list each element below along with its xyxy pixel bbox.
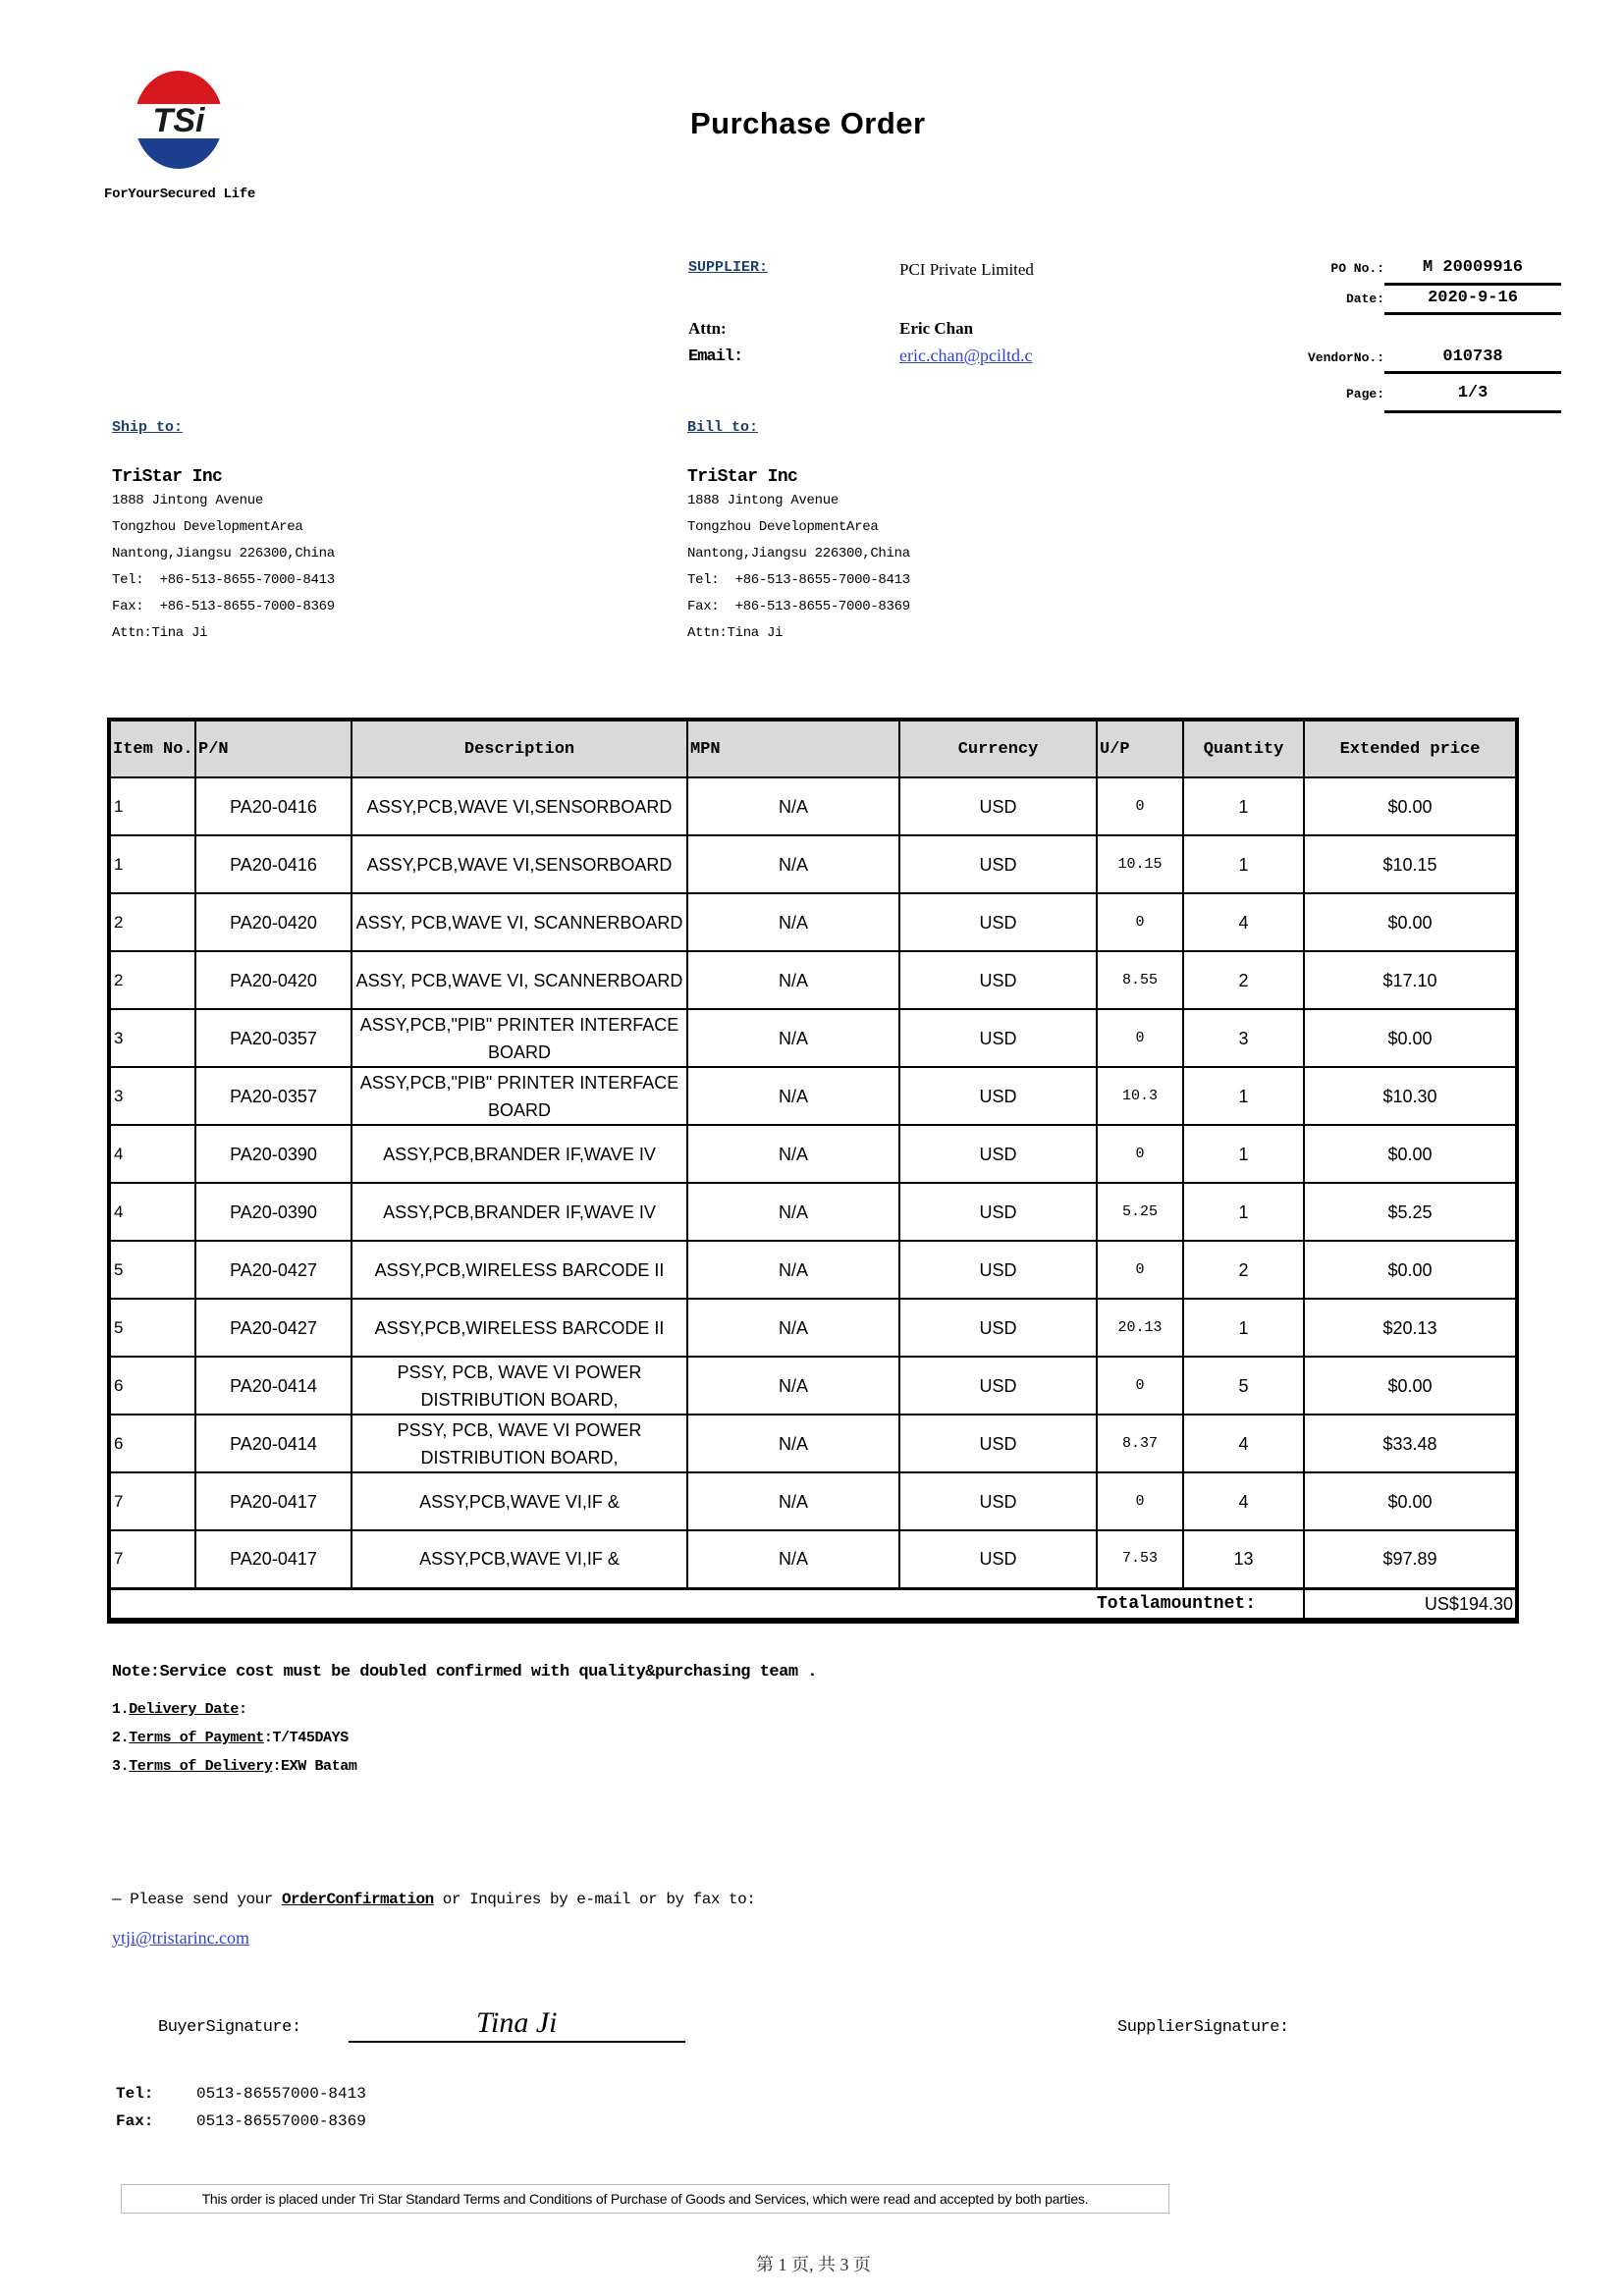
cell-mpn: N/A bbox=[687, 893, 899, 951]
table-row bbox=[111, 1472, 1515, 1530]
cell-unit-price: 20.13 bbox=[1097, 1299, 1183, 1357]
col-header-mpn: MPN bbox=[687, 721, 899, 777]
cell-item-no: 5 bbox=[111, 1299, 195, 1357]
cell-unit-price: 0 bbox=[1097, 1125, 1183, 1183]
fax-label: Fax: bbox=[116, 2112, 154, 2130]
cell-extended-price: $97.89 bbox=[1304, 1530, 1515, 1588]
cell-currency: USD bbox=[899, 1299, 1097, 1357]
cell-currency: USD bbox=[899, 951, 1097, 1009]
cell-extended-price: $0.00 bbox=[1304, 1009, 1515, 1067]
bill-to-line: 1888 Jintong Avenue bbox=[687, 493, 839, 508]
cell-extended-price: $10.30 bbox=[1304, 1067, 1515, 1125]
cell-quantity: 2 bbox=[1183, 1241, 1304, 1299]
cell-item-no: 5 bbox=[111, 1241, 195, 1299]
cell-mpn: N/A bbox=[687, 1183, 899, 1241]
term-separator: : bbox=[272, 1758, 282, 1775]
cell-currency: USD bbox=[899, 1009, 1097, 1067]
cell-mpn: N/A bbox=[687, 1241, 899, 1299]
page-underline bbox=[1384, 410, 1561, 413]
order-confirmation-text: OrderConfirmation bbox=[281, 1891, 434, 1908]
buyer-signature: Tina Ji bbox=[476, 2006, 558, 2039]
cell-unit-price: 7.53 bbox=[1097, 1530, 1183, 1588]
cell-quantity: 3 bbox=[1183, 1009, 1304, 1067]
term-separator: : bbox=[263, 1730, 273, 1746]
cell-currency: USD bbox=[899, 1472, 1097, 1530]
ship-to-attn: Attn:Tina Ji bbox=[112, 625, 208, 641]
cell-unit-price: 0 bbox=[1097, 1357, 1183, 1415]
bill-to-line: Nantong,Jiangsu 226300,China bbox=[687, 546, 910, 561]
cell-extended-price: $0.00 bbox=[1304, 1357, 1515, 1415]
cell-currency: USD bbox=[899, 1125, 1097, 1183]
service-cost-note: Note:Service cost must be doubled confirmed with quality&purchasing team . bbox=[112, 1663, 817, 1682]
cell-unit-price: 0 bbox=[1097, 1009, 1183, 1067]
cell-quantity: 1 bbox=[1183, 1299, 1304, 1357]
cell-mpn: N/A bbox=[687, 1009, 899, 1067]
terms-notice: This order is placed under Tri Star Standard Terms and Conditions of Purchase of Goods and Services, which were read and accepted by both parties. bbox=[121, 2184, 1169, 2214]
ship-to-line: Tongzhou DevelopmentArea bbox=[112, 519, 303, 535]
cell-quantity: 4 bbox=[1183, 1472, 1304, 1530]
cell-description: ASSY,PCB,"PIB" PRINTER INTERFACE BOARD bbox=[352, 1009, 687, 1067]
cell-currency: USD bbox=[899, 1530, 1097, 1588]
cell-unit-price: 8.55 bbox=[1097, 951, 1183, 1009]
cell-part-number: PA20-0416 bbox=[195, 777, 352, 835]
cell-currency: USD bbox=[899, 1067, 1097, 1125]
vendor-no-value: 010738 bbox=[1442, 347, 1503, 366]
date-label: Date: bbox=[1345, 292, 1384, 306]
ship-to-label: Ship to: bbox=[112, 419, 184, 436]
term-label: Terms of Payment bbox=[129, 1730, 264, 1746]
cell-description: ASSY,PCB,WAVE VI,IF & bbox=[352, 1530, 687, 1588]
table-row bbox=[111, 1299, 1515, 1357]
cell-part-number: PA20-0414 bbox=[195, 1415, 352, 1472]
cell-mpn: N/A bbox=[687, 1530, 899, 1588]
cell-description: ASSY,PCB,WAVE VI,SENSORBOARD bbox=[352, 835, 687, 893]
po-no-value: M 20009916 bbox=[1422, 258, 1524, 277]
page-title: Purchase Order bbox=[690, 106, 926, 140]
tsi-logo-icon bbox=[134, 69, 224, 171]
instruction-suffix: or Inquires by e-mail or by fax to: bbox=[433, 1891, 756, 1908]
cell-part-number: PA20-0420 bbox=[195, 893, 352, 951]
buyer-tel bbox=[116, 2085, 366, 2103]
instruction-prefix: — Please send your bbox=[112, 1891, 282, 1908]
cell-mpn: N/A bbox=[687, 1067, 899, 1125]
cell-part-number: PA20-0417 bbox=[195, 1472, 352, 1530]
term-number: 2. bbox=[112, 1730, 130, 1746]
cell-item-no: 2 bbox=[111, 951, 195, 1009]
cell-mpn: N/A bbox=[687, 951, 899, 1009]
cell-quantity: 1 bbox=[1183, 1067, 1304, 1125]
cell-part-number: PA20-0416 bbox=[195, 835, 352, 893]
cell-unit-price: 10.15 bbox=[1097, 835, 1183, 893]
cell-description: ASSY, PCB,WAVE VI, SCANNERBOARD bbox=[352, 893, 687, 951]
cell-part-number: PA20-0417 bbox=[195, 1530, 352, 1588]
table-row bbox=[111, 951, 1515, 1009]
term-number: 3. bbox=[112, 1758, 130, 1775]
ship-to-company: TriStar Inc bbox=[112, 467, 223, 487]
total-value: US$194.30 bbox=[1304, 1588, 1515, 1619]
cell-item-no: 6 bbox=[111, 1415, 195, 1472]
cell-part-number: PA20-0427 bbox=[195, 1241, 352, 1299]
cell-currency: USD bbox=[899, 777, 1097, 835]
table-row bbox=[111, 835, 1515, 893]
cell-item-no: 4 bbox=[111, 1125, 195, 1183]
term-value: T/T45DAYS bbox=[272, 1730, 349, 1746]
supplier-name: PCI Private Limited bbox=[899, 260, 1034, 279]
cell-extended-price: $0.00 bbox=[1304, 1241, 1515, 1299]
cell-item-no: 3 bbox=[111, 1067, 195, 1125]
cell-unit-price: 8.37 bbox=[1097, 1415, 1183, 1472]
cell-quantity: 1 bbox=[1183, 1125, 1304, 1183]
cell-extended-price: $0.00 bbox=[1304, 1125, 1515, 1183]
bill-to-tel: Tel: +86-513-8655-7000-8413 bbox=[687, 572, 910, 588]
cell-quantity: 4 bbox=[1183, 1415, 1304, 1472]
cell-currency: USD bbox=[899, 835, 1097, 893]
line-items-table bbox=[107, 718, 1519, 1624]
cell-mpn: N/A bbox=[687, 1299, 899, 1357]
cell-description: PSSY, PCB, WAVE VI POWER DISTRIBUTION BOARD, bbox=[352, 1357, 687, 1415]
term-payment bbox=[112, 1730, 349, 1746]
cell-currency: USD bbox=[899, 1241, 1097, 1299]
cell-item-no: 3 bbox=[111, 1009, 195, 1067]
cell-extended-price: $0.00 bbox=[1304, 777, 1515, 835]
cell-description: ASSY,PCB,"PIB" PRINTER INTERFACE BOARD bbox=[352, 1067, 687, 1125]
ship-to-tel: Tel: +86-513-8655-7000-8413 bbox=[112, 572, 335, 588]
cell-part-number: PA20-0357 bbox=[195, 1009, 352, 1067]
cell-quantity: 5 bbox=[1183, 1357, 1304, 1415]
date-underline bbox=[1384, 312, 1561, 315]
cell-item-no: 1 bbox=[111, 835, 195, 893]
term-delivery-date bbox=[112, 1701, 247, 1718]
email-label: Email: bbox=[688, 347, 743, 366]
order-confirmation-instruction bbox=[112, 1891, 755, 1908]
cell-mpn: N/A bbox=[687, 1415, 899, 1472]
col-header-quantity: Quantity bbox=[1183, 721, 1304, 777]
tel-label: Tel: bbox=[116, 2085, 154, 2103]
col-header-currency: Currency bbox=[899, 721, 1097, 777]
bill-to-company: TriStar Inc bbox=[687, 467, 798, 487]
cell-extended-price: $0.00 bbox=[1304, 1472, 1515, 1530]
tel-value: 0513-86557000-8413 bbox=[196, 2085, 366, 2103]
table-row bbox=[111, 1009, 1515, 1067]
term-label: Terms of Delivery bbox=[129, 1758, 273, 1775]
table-row bbox=[111, 1530, 1515, 1588]
cell-quantity: 1 bbox=[1183, 835, 1304, 893]
cell-quantity: 1 bbox=[1183, 777, 1304, 835]
table-row bbox=[111, 893, 1515, 951]
cell-unit-price: 0 bbox=[1097, 777, 1183, 835]
ship-to-line: Nantong,Jiangsu 226300,China bbox=[112, 546, 335, 561]
col-header-extended-price: Extended price bbox=[1304, 721, 1515, 777]
ship-to-line: 1888 Jintong Avenue bbox=[112, 493, 263, 508]
company-logo bbox=[134, 69, 224, 171]
table-row bbox=[111, 1415, 1515, 1472]
po-no-label: PO No.: bbox=[1330, 261, 1384, 276]
page-value: 1/3 bbox=[1457, 384, 1489, 402]
cell-description: ASSY,PCB,BRANDER IF,WAVE IV bbox=[352, 1183, 687, 1241]
po-no-underline bbox=[1384, 283, 1561, 286]
page-indicator: 第 1 页, 共 3 页 bbox=[756, 2255, 871, 2274]
ship-to-block bbox=[112, 419, 335, 641]
cell-quantity: 1 bbox=[1183, 1183, 1304, 1241]
cell-extended-price: $10.15 bbox=[1304, 835, 1515, 893]
contact-email-link[interactable]: ytji@tristarinc.com bbox=[112, 1928, 250, 1948]
col-header-description: Description bbox=[352, 721, 687, 777]
page-label: Page: bbox=[1345, 387, 1384, 401]
buyer-signature-line bbox=[349, 2041, 685, 2043]
cell-part-number: PA20-0420 bbox=[195, 951, 352, 1009]
cell-part-number: PA20-0390 bbox=[195, 1183, 352, 1241]
cell-item-no: 4 bbox=[111, 1183, 195, 1241]
cell-item-no: 6 bbox=[111, 1357, 195, 1415]
bill-to-line: Tongzhou DevelopmentArea bbox=[687, 519, 879, 535]
term-separator: : bbox=[239, 1701, 247, 1718]
table-row bbox=[111, 1125, 1515, 1183]
table-row bbox=[111, 1241, 1515, 1299]
cell-unit-price: 5.25 bbox=[1097, 1183, 1183, 1241]
supplier-email-link[interactable]: eric.chan@pciltd.c bbox=[899, 346, 1033, 365]
cell-mpn: N/A bbox=[687, 1125, 899, 1183]
cell-extended-price: $33.48 bbox=[1304, 1415, 1515, 1472]
cell-extended-price: $5.25 bbox=[1304, 1183, 1515, 1241]
term-value: EXW Batam bbox=[281, 1758, 357, 1775]
table-row bbox=[111, 1357, 1515, 1415]
cell-unit-price: 0 bbox=[1097, 1241, 1183, 1299]
vendor-no-label: VendorNo.: bbox=[1307, 350, 1384, 365]
cell-part-number: PA20-0390 bbox=[195, 1125, 352, 1183]
attn-label: Attn: bbox=[688, 319, 727, 338]
col-header-pn: P/N bbox=[195, 721, 352, 777]
bill-to-block bbox=[687, 419, 910, 641]
cell-part-number: PA20-0357 bbox=[195, 1067, 352, 1125]
svg-text:TSi: TSi bbox=[152, 102, 205, 139]
bill-to-fax: Fax: +86-513-8655-7000-8369 bbox=[687, 599, 910, 614]
term-label: Delivery Date bbox=[129, 1701, 240, 1718]
buyer-signature-label: BuyerSignature: bbox=[158, 2018, 301, 2037]
cell-item-no: 2 bbox=[111, 893, 195, 951]
cell-description: ASSY,PCB,WIRELESS BARCODE II bbox=[352, 1241, 687, 1299]
col-header-item-no: Item No. bbox=[111, 721, 195, 777]
cell-unit-price: 0 bbox=[1097, 1472, 1183, 1530]
supplier-signature-label: SupplierSignature: bbox=[1117, 2018, 1289, 2037]
company-tagline: ForYourSecured Life bbox=[104, 187, 255, 202]
cell-item-no: 7 bbox=[111, 1530, 195, 1588]
total-row bbox=[111, 1588, 1515, 1619]
cell-extended-price: $0.00 bbox=[1304, 893, 1515, 951]
supplier-label: SUPPLIER: bbox=[688, 259, 769, 276]
cell-description: ASSY,PCB,BRANDER IF,WAVE IV bbox=[352, 1125, 687, 1183]
cell-extended-price: $20.13 bbox=[1304, 1299, 1515, 1357]
cell-quantity: 2 bbox=[1183, 951, 1304, 1009]
term-delivery bbox=[112, 1758, 356, 1775]
table-row bbox=[111, 1183, 1515, 1241]
cell-description: ASSY,PCB,WAVE VI,IF & bbox=[352, 1472, 687, 1530]
cell-mpn: N/A bbox=[687, 1472, 899, 1530]
cell-part-number: PA20-0427 bbox=[195, 1299, 352, 1357]
col-header-unit-price: U/P bbox=[1097, 721, 1183, 777]
cell-currency: USD bbox=[899, 1183, 1097, 1241]
buyer-fax bbox=[116, 2112, 366, 2130]
cell-description: ASSY,PCB,WIRELESS BARCODE II bbox=[352, 1299, 687, 1357]
table-row bbox=[111, 1067, 1515, 1125]
vendor-no-underline bbox=[1384, 371, 1561, 374]
ship-to-fax: Fax: +86-513-8655-7000-8369 bbox=[112, 599, 335, 614]
date-value: 2020-9-16 bbox=[1428, 289, 1518, 307]
cell-mpn: N/A bbox=[687, 835, 899, 893]
fax-value: 0513-86557000-8369 bbox=[196, 2112, 366, 2130]
cell-extended-price: $17.10 bbox=[1304, 951, 1515, 1009]
cell-unit-price: 10.3 bbox=[1097, 1067, 1183, 1125]
cell-item-no: 7 bbox=[111, 1472, 195, 1530]
cell-currency: USD bbox=[899, 1415, 1097, 1472]
cell-quantity: 13 bbox=[1183, 1530, 1304, 1588]
term-number: 1. bbox=[112, 1701, 130, 1718]
total-label: Totalamountnet: bbox=[111, 1588, 1304, 1619]
cell-unit-price: 0 bbox=[1097, 893, 1183, 951]
cell-description: ASSY, PCB,WAVE VI, SCANNERBOARD bbox=[352, 951, 687, 1009]
cell-mpn: N/A bbox=[687, 1357, 899, 1415]
cell-mpn: N/A bbox=[687, 777, 899, 835]
bill-to-label: Bill to: bbox=[687, 419, 759, 436]
cell-quantity: 4 bbox=[1183, 893, 1304, 951]
cell-currency: USD bbox=[899, 893, 1097, 951]
cell-part-number: PA20-0414 bbox=[195, 1357, 352, 1415]
bill-to-attn: Attn:Tina Ji bbox=[687, 625, 784, 641]
cell-item-no: 1 bbox=[111, 777, 195, 835]
cell-currency: USD bbox=[899, 1357, 1097, 1415]
attn-value: Eric Chan bbox=[899, 319, 974, 338]
cell-description: PSSY, PCB, WAVE VI POWER DISTRIBUTION BOARD, bbox=[352, 1415, 687, 1472]
table-header-row bbox=[111, 721, 1515, 777]
table-row bbox=[111, 777, 1515, 835]
cell-description: ASSY,PCB,WAVE VI,SENSORBOARD bbox=[352, 777, 687, 835]
